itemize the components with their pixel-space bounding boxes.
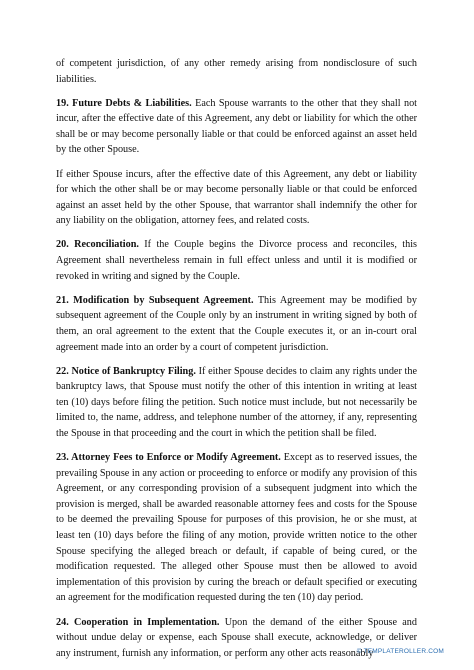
section-19-indemnification [56, 167, 417, 229]
section-heading: 24. Cooperation in Implementation. [56, 616, 220, 628]
document-page [56, 56, 417, 670]
paragraph-text: Each Spouse warrants to the other that they shall not incur, after the effective date of this Agreement, any debt or liability for which the other shall be or may become personally liable or that could be enforced against an asset held by the other Spouse. [56, 97, 417, 156]
paragraph-text: This Agreement may be modified by subsequent agreement of the Couple only by an instrument in writing signed by both of them, an oral agreement to the extent that the Couple executes it, or an in-court oral agreement made into an order by a court of competent jurisdiction. [56, 294, 417, 353]
section-heading: 19. Future Debts & Liabilities. [56, 97, 192, 109]
paragraph-continuation [56, 56, 417, 87]
section-heading: 22. Notice of Bankruptcy Filing. [56, 365, 196, 377]
section-heading: 20. Reconciliation. [56, 239, 139, 251]
section-21-modification [56, 293, 417, 355]
section-19-future-debts [56, 96, 417, 158]
paragraph-text: If the Couple begins the Divorce process and reconciles, this Agreement shall nevertheless remain in full effect unless and until it is modified or revoked in writing and signed by the Couple. [56, 239, 417, 282]
section-23-attorney-fees [56, 450, 417, 606]
section-20-reconciliation [56, 237, 417, 284]
paragraph-text: If either Spouse incurs, after the effective date of this Agreement, any debt or liability for which the other shall be or may become personally liable or that could be enforced against an asset held by the other Spouse, that warrantor shall indemnify the other for any liability on the obligation, attorney fees, and related costs. [56, 168, 417, 227]
section-heading: 23. Attorney Fees to Enforce or Modify Agreement. [56, 452, 281, 464]
paragraph-text: Upon the demand of the either Spouse and without undue delay or expense, each Spouse shall execute, acknowledge, or deliver any instrument, furnish any information, or perform any other acts reasonably [56, 616, 417, 659]
paragraph-text: of competent jurisdiction, of any other remedy arising from nondisclosure of such liabilities. [56, 58, 417, 85]
paragraph-text: Except as to reserved issues, the prevailing Spouse in any action or proceeding to enforce or modify any provision of this Agreement, or any corresponding provision of a subsequent judgment into which the provision is merged, shall be awarded reasonable attorney fees and costs for the Spouse to be deemed the prevailing Spouse for purposes of this provision, he or she must, at least ten (10) days before the filing of any motion, provide written notice to the other Spouse specifying the alleged breach or default, if capable of being cured, or the modification requested. The alleged other Spouse must then be allowed to avoid implementation of this provision by curing the breach or default specified or executing an agreement for the modification requested during the ten (10) day period. [56, 452, 418, 604]
paragraph-text: If either Spouse decides to claim any rights under the bankruptcy laws, that Spouse must notify the other of this intention in writing at least ten (10) days before filing the petition. Such notice must include, but not necessarily be limited to, the name, address, and telephone number of the attorney, if any, representing the Spouse in that proceeding and the court in which the petition shall be filed. [56, 365, 417, 439]
section-heading: 21. Modification by Subsequent Agreement. [56, 294, 254, 306]
footer-watermark-link[interactable]: © TEMPLATEROLLER.COM [356, 648, 444, 655]
section-22-bankruptcy-notice [56, 364, 417, 442]
